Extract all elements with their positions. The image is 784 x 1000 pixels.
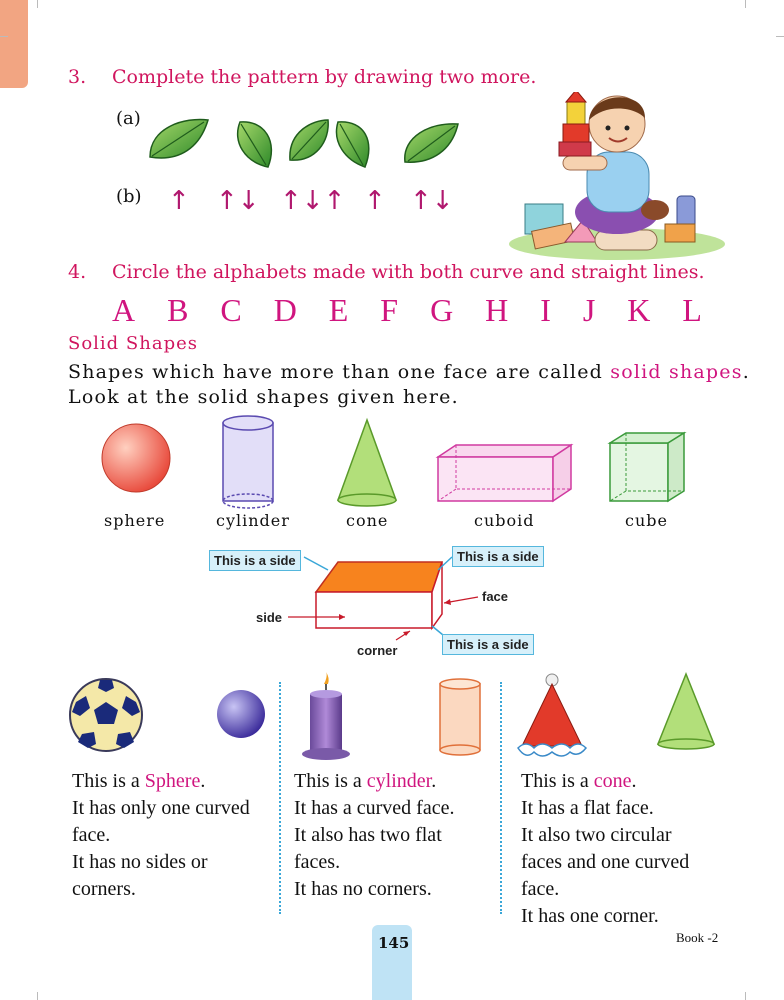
letter-g[interactable]: G xyxy=(430,292,454,328)
cylinder-shape xyxy=(223,416,273,508)
intro-paragraph-line1 xyxy=(68,361,750,383)
q3-number: 3. xyxy=(68,66,87,88)
candle-icon xyxy=(302,672,350,760)
letter-j[interactable]: J xyxy=(582,292,596,328)
desc-text: This is a xyxy=(294,770,367,792)
cube-label: cube xyxy=(625,511,668,530)
leaf-pattern xyxy=(140,112,470,172)
arrow-group-1: ↑ xyxy=(168,186,190,216)
solid-shapes-row xyxy=(95,415,695,510)
q3-text: Complete the pattern by drawing two more. xyxy=(112,66,537,88)
sphere-heading xyxy=(72,768,250,795)
sphere-label: sphere xyxy=(104,511,166,530)
desc-line: It has a curved face. xyxy=(294,797,455,819)
letter-f[interactable]: F xyxy=(380,292,399,328)
alphabet-row xyxy=(112,292,702,329)
desc-line: It has a flat face. xyxy=(521,797,654,819)
crop-mark xyxy=(776,36,784,37)
crop-mark xyxy=(0,36,8,37)
sphere-term: Sphere xyxy=(144,770,201,792)
desc-text: This is a xyxy=(72,770,145,792)
ball-icon xyxy=(217,690,265,738)
crop-mark xyxy=(745,0,746,8)
arrow-group-5: ↑↓ xyxy=(410,186,454,216)
sphere-shape xyxy=(102,424,170,492)
desc-line: It has one corner. xyxy=(521,905,659,927)
side-label: side xyxy=(256,610,283,625)
desc-line: It has only one curved xyxy=(72,797,250,819)
letter-d[interactable]: D xyxy=(273,292,297,328)
page-tab xyxy=(0,0,28,88)
leaf-icon xyxy=(150,119,208,157)
letter-h[interactable]: H xyxy=(485,292,509,328)
arrow-group-3: ↑↓↑ xyxy=(280,186,346,216)
cube-shape xyxy=(610,433,684,501)
cylinder-term: cylinder xyxy=(366,770,432,792)
cone-shape xyxy=(338,420,396,506)
letter-i[interactable]: I xyxy=(540,292,551,328)
cylinder-label: cylinder xyxy=(216,511,290,530)
desc-line: face. xyxy=(521,878,560,900)
desc-period: . xyxy=(631,770,637,792)
cylinder-description xyxy=(294,768,454,903)
page-number: 145 xyxy=(378,934,410,952)
q3-a-label: (a) xyxy=(116,108,141,129)
example-objects-row xyxy=(66,672,726,772)
desc-line: It also two circular xyxy=(521,824,672,846)
cone-description xyxy=(521,768,689,930)
solid-shapes-term: solid shapes xyxy=(610,361,743,383)
intro-text: Shapes which have more than one face are called xyxy=(68,361,611,383)
callout-side-bottom: This is a side xyxy=(442,634,534,655)
cuboid-label: cuboid xyxy=(474,511,535,530)
letter-c[interactable]: C xyxy=(220,292,242,328)
intro-period: . xyxy=(742,361,750,383)
cone-heading xyxy=(521,768,689,795)
cone-icon xyxy=(658,674,714,749)
crop-mark xyxy=(37,0,38,8)
party-hat-icon xyxy=(518,674,586,756)
face-label: face xyxy=(482,589,509,604)
football-icon xyxy=(70,679,142,751)
desc-period: . xyxy=(431,770,437,792)
desc-line: faces. xyxy=(294,851,341,873)
desc-line: corners. xyxy=(72,878,136,900)
q3-b-label: (b) xyxy=(116,186,142,207)
letter-a[interactable]: A xyxy=(112,292,136,328)
crop-mark xyxy=(745,992,746,1000)
desc-text: This is a xyxy=(521,770,594,792)
desc-line: faces and one curved xyxy=(521,851,690,873)
arrow-group-4: ↑ xyxy=(364,186,386,216)
letter-k[interactable]: K xyxy=(627,292,651,328)
desc-line: face. xyxy=(72,824,111,846)
cone-term: cone xyxy=(593,770,632,792)
letter-e[interactable]: E xyxy=(328,292,349,328)
q4-number: 4. xyxy=(68,261,87,283)
letter-b[interactable]: B xyxy=(167,292,189,328)
callout-side-top-right: This is a side xyxy=(452,546,544,567)
cone-label: cone xyxy=(346,511,389,530)
leaf-icon xyxy=(337,122,369,167)
section-title: Solid Shapes xyxy=(68,333,198,354)
leaf-icon xyxy=(290,120,328,160)
q4-text: Circle the alphabets made with both curve and straight lines. xyxy=(112,261,705,283)
desc-period: . xyxy=(200,770,206,792)
desc-line: It has no corners. xyxy=(294,878,432,900)
boy-with-blocks-illustration xyxy=(505,92,730,264)
crop-mark xyxy=(37,992,38,1000)
column-divider xyxy=(279,682,281,914)
sphere-description xyxy=(72,768,250,903)
desc-line: It also has two flat xyxy=(294,824,442,846)
cuboid-shape xyxy=(438,445,571,501)
leaf-icon xyxy=(405,124,458,162)
leaf-icon xyxy=(238,122,272,167)
cylinder-heading xyxy=(294,768,454,795)
desc-line: It has no sides or xyxy=(72,851,208,873)
book-label: Book -2 xyxy=(676,930,719,945)
column-divider xyxy=(500,682,502,914)
corner-label: corner xyxy=(357,643,398,658)
arrow-group-2: ↑↓ xyxy=(216,186,260,216)
intro-paragraph-line2: Look at the solid shapes given here. xyxy=(68,386,459,408)
cylinder-icon xyxy=(440,679,480,755)
letter-l[interactable]: L xyxy=(682,292,702,328)
callout-side-top-left: This is a side xyxy=(209,550,301,571)
